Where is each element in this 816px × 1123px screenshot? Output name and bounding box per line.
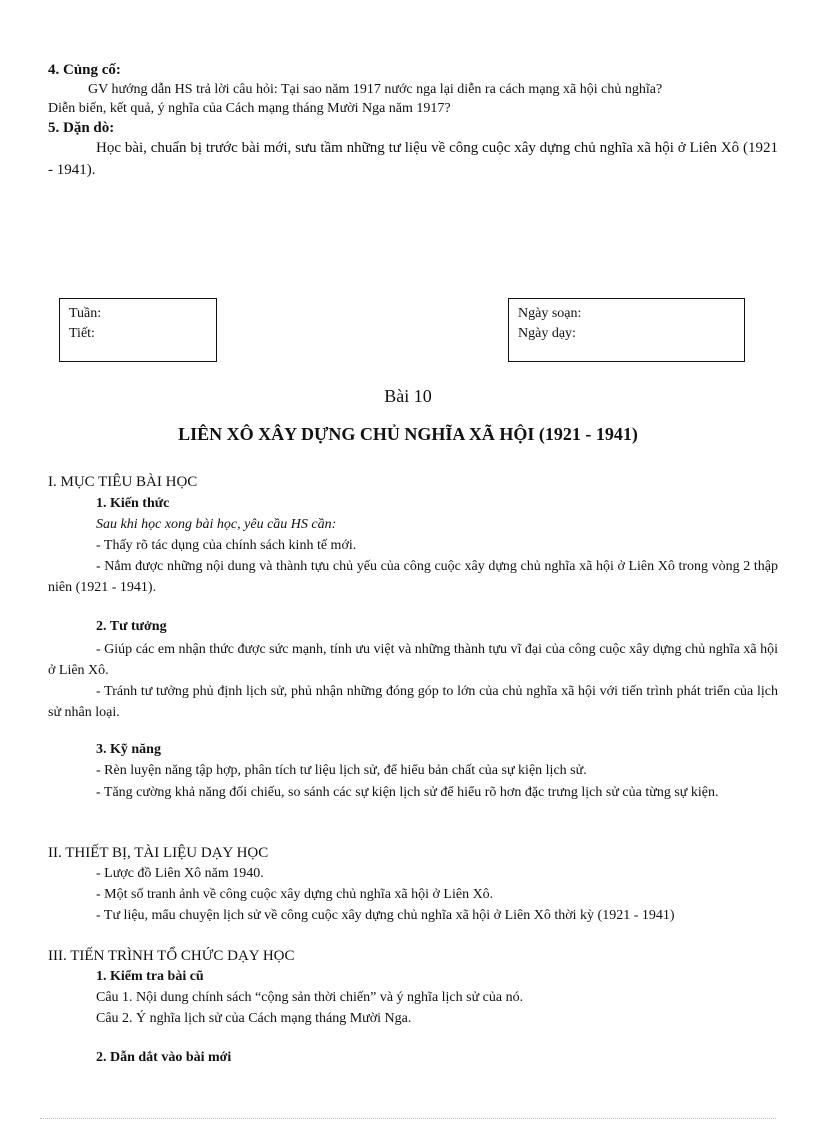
equipment-item-3: - Tư liệu, mẩu chuyện lịch sử về công cuộc xây dựng chủ nghĩa xã hội ở Liên Xô thời kỳ (1921 - 1941) [96, 908, 675, 923]
week-label: Tuần: [69, 306, 102, 321]
question-1: Câu 1. Nội dung chính sách “cộng sản thời chiến” và ý nghĩa lịch sử của nó. [96, 990, 524, 1005]
cungco-line-1: GV hướng dẫn HS trả lời câu hỏi: Tại sao năm 1917 nước nga lại diễn ra cách mạng xã hội chủ nghĩa? [88, 82, 663, 97]
equipment-item-1: - Lược đồ Liên Xô năm 1940. [96, 866, 264, 881]
week-period-box [59, 298, 217, 362]
skill-item-2: - Tăng cường khả năng đối chiếu, so sánh các sự kiện lịch sử để hiểu rõ hơn đặc trưng lịch sử của từng sự kiện. [96, 785, 719, 800]
section-1-heading: I. MỤC TIÊU BÀI HỌC [48, 474, 198, 490]
knowledge-item-1: - Thấy rõ tác dụng của chính sách kinh tế mới. [96, 538, 357, 553]
intro-new-lesson-heading: 2. Dẫn dắt vào bài mới [96, 1050, 232, 1065]
thought-item-2: - Tránh tư tưởng phủ định lịch sử, phủ nhận những đóng góp to lớn của chủ nghĩa xã hội với tiến trình phát triển của lịch sử nhân loại. [48, 684, 778, 720]
page-bottom-divider [40, 1118, 776, 1119]
thought-item-1: - Giúp các em nhận thức được sức mạnh, tính ưu việt và những thành tựu vĩ đại của công cuộc xây dựng chủ nghĩa xã hội ở Liên Xô. [48, 642, 778, 678]
section-3-heading: III. TIẾN TRÌNH TỔ CHỨC DẠY HỌC [48, 948, 295, 964]
lesson-number: Bài 10 [384, 386, 432, 406]
skill-heading: 3. Kỹ năng [96, 742, 161, 757]
knowledge-intro: Sau khi học xong bài học, yêu cầu HS cần: [96, 517, 337, 532]
prepared-date-label: Ngày soạn: [518, 306, 582, 321]
lesson-title: LIÊN XÔ XÂY DỰNG CHỦ NGHĨA XÃ HỘI (1921 - 1941) [178, 424, 638, 444]
cungco-heading: 4. Củng cố: [48, 62, 121, 78]
danho-text: Học bài, chuẩn bị trước bài mới, sưu tầm những tư liệu về công cuộc xây dựng chủ nghĩa xã hội ở Liên Xô (1921 - 1941). [48, 140, 778, 178]
date-box [508, 298, 745, 362]
equipment-item-2: - Một số tranh ảnh về công cuộc xây dựng chủ nghĩa xã hội ở Liên Xô. [96, 887, 494, 902]
knowledge-item-2: - Nắm được những nội dung và thành tựu chủ yếu của công cuộc xây dựng chủ nghĩa xã hội ở Liên Xô trong vòng 2 thập niên (1921 - 1941). [48, 559, 778, 595]
danho-heading: 5. Dặn dò: [48, 120, 115, 136]
thought-heading: 2. Tư tưởng [96, 619, 167, 634]
skill-item-1: - Rèn luyện năng tập hợp, phân tích tư liệu lịch sử, để hiểu bản chất của sự kiện lịch sử. [96, 763, 587, 778]
period-label: Tiết: [69, 326, 95, 341]
teaching-date-label: Ngày dạy: [518, 326, 576, 341]
cungco-line-2: Diễn biến, kết quả, ý nghĩa của Cách mạng tháng Mười Nga năm 1917? [48, 101, 451, 116]
section-2-heading: II. THIẾT BỊ, TÀI LIỆU DẠY HỌC [48, 845, 269, 861]
knowledge-heading: 1. Kiến thức [96, 496, 170, 511]
check-old-lesson-heading: 1. Kiểm tra bài cũ [96, 969, 204, 984]
question-2: Câu 2. Ý nghĩa lịch sử của Cách mạng tháng Mười Nga. [96, 1011, 412, 1026]
